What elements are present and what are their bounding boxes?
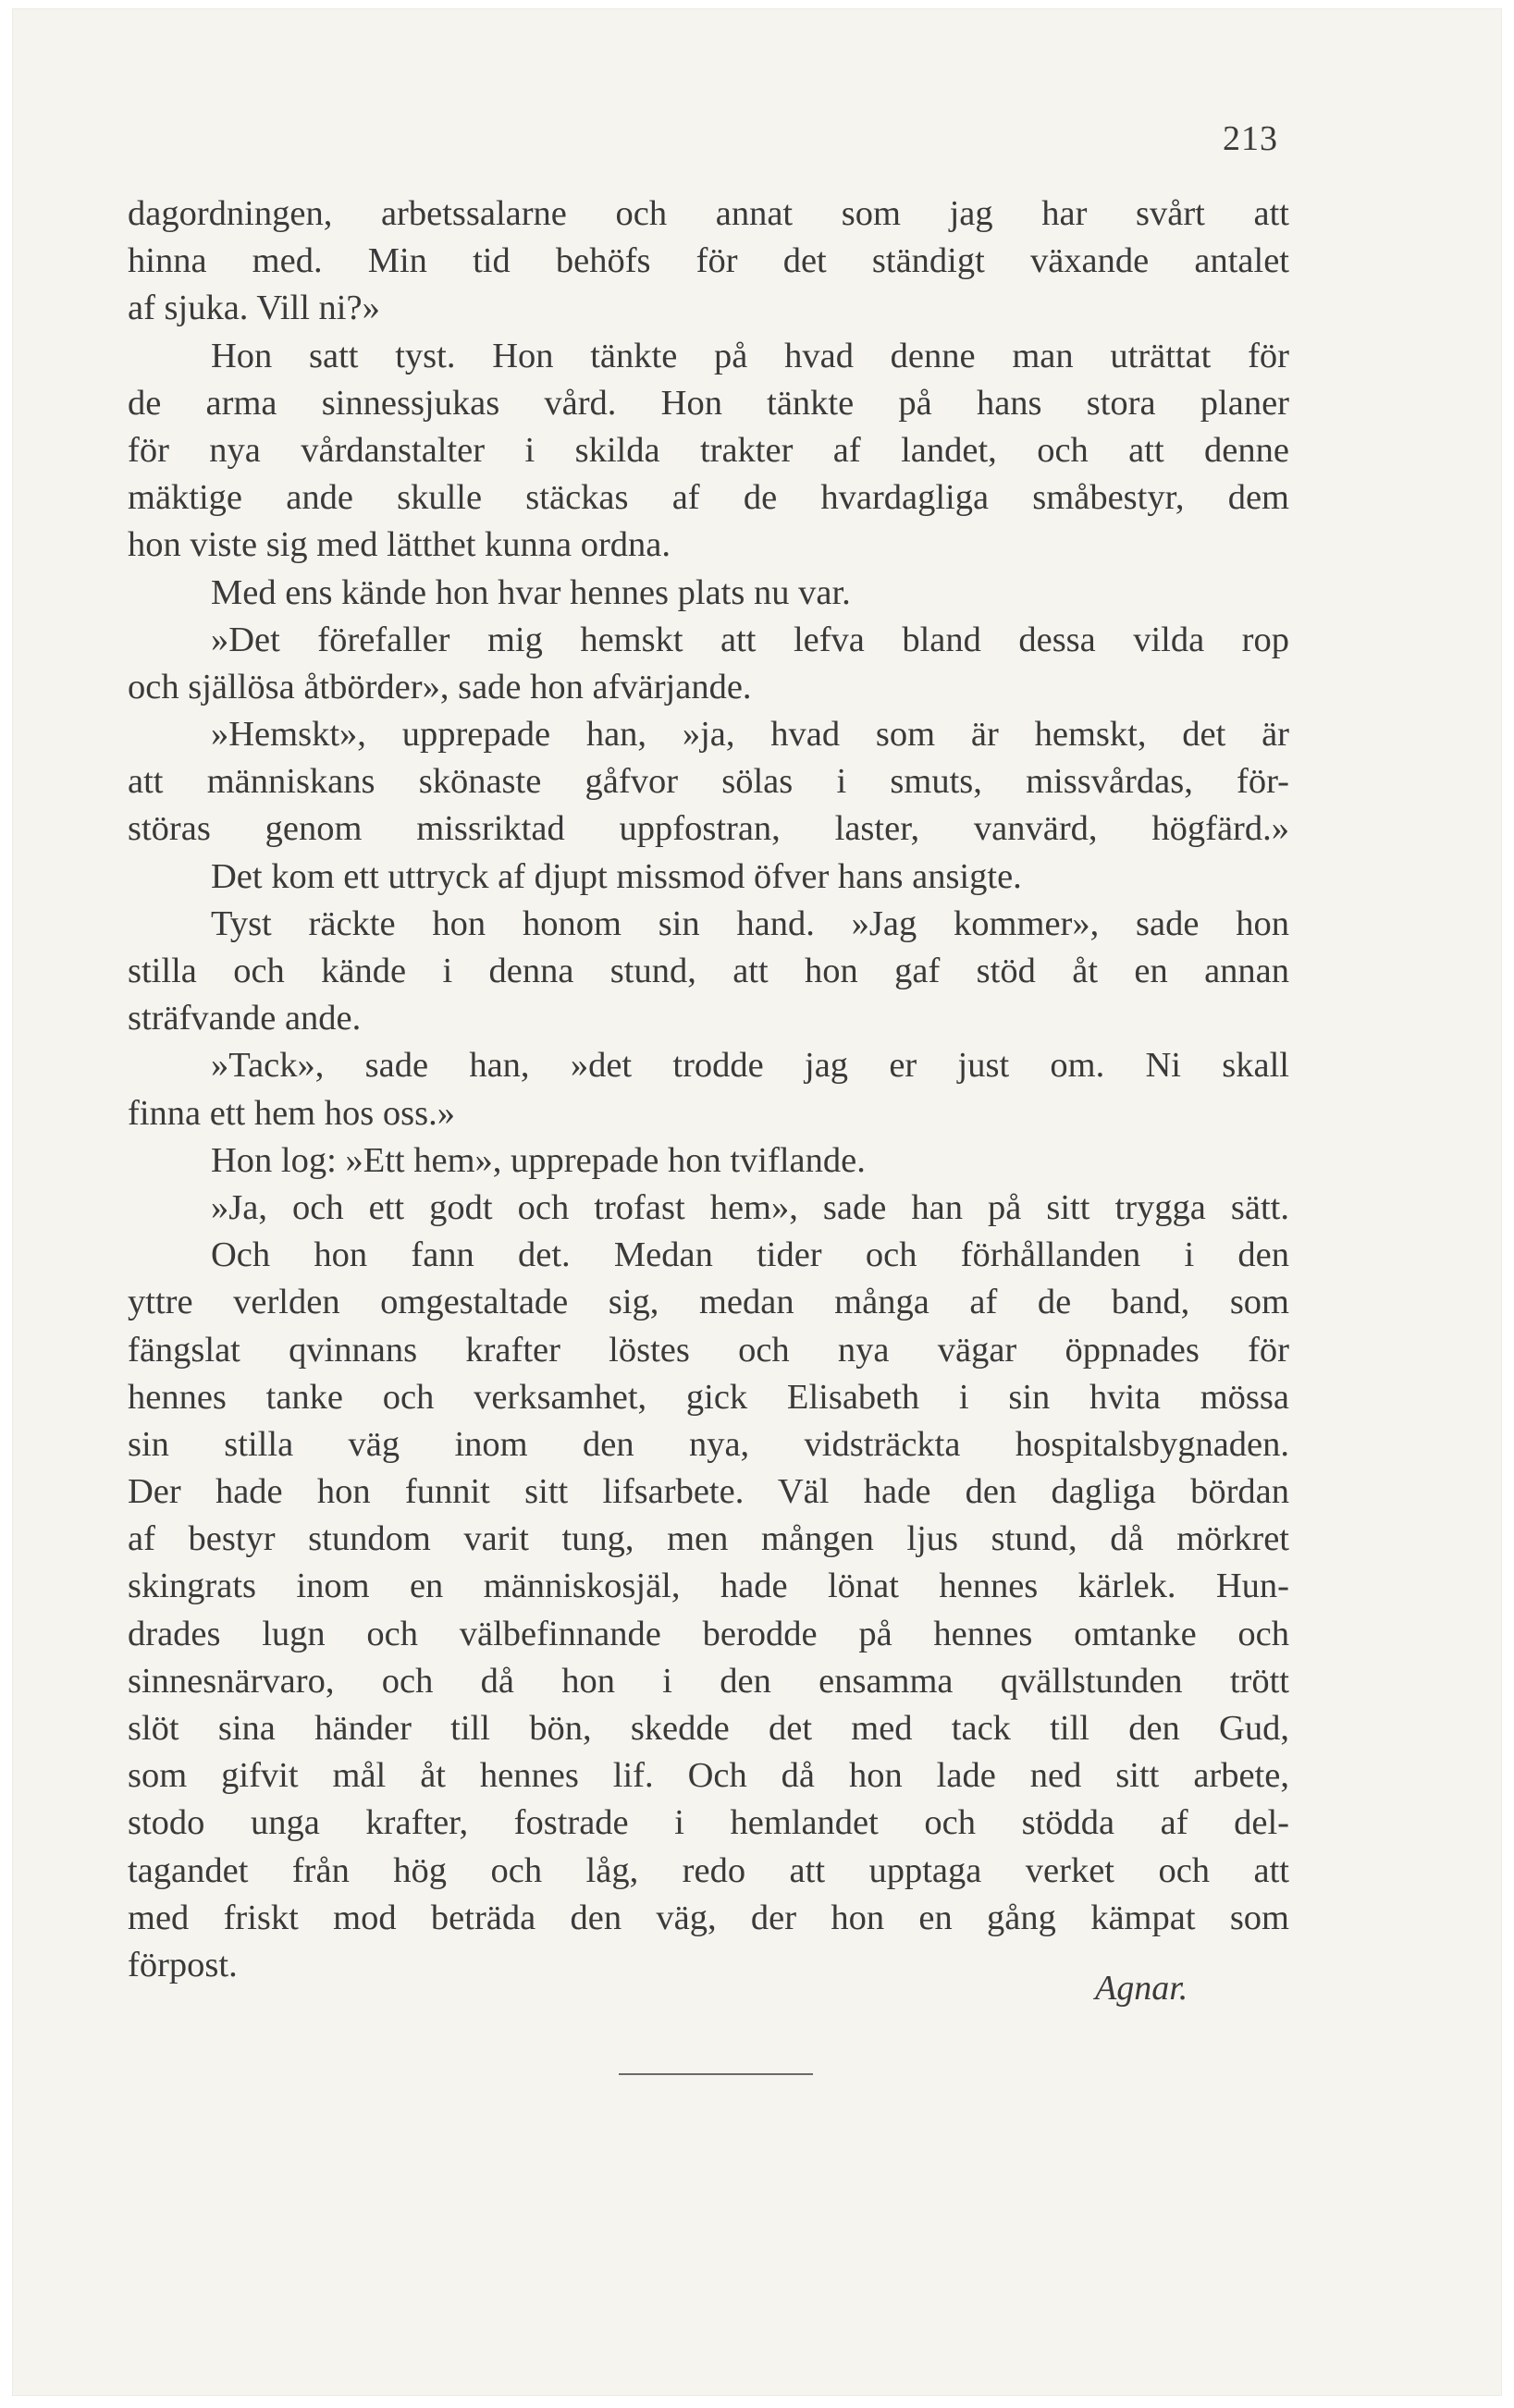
text-line: Tyst räckte hon honom sin hand. »Jag kommer», sade hon <box>211 903 1289 943</box>
text-line: skingrats inom en människosjäl, hade lönat hennes kärlek. Hun- <box>128 1566 1289 1606</box>
text-line: »Det förefaller mig hemskt att lefva bland dessa vilda rop <box>211 620 1289 659</box>
text-line: stilla och kände i denna stund, att hon gaf stöd åt en annan <box>128 952 1289 990</box>
text-line: Med ens kände hon hvar hennes plats nu var. <box>211 572 851 612</box>
text-line: slöt sina händer till bön, skedde det med tack till den Gud, <box>128 1709 1289 1748</box>
book-page <box>13 9 1501 2395</box>
text-line: störas genom missriktad uppfostran, laster, vanvärd, högfärd.» <box>128 809 1289 849</box>
text-line: mäktige ande skulle stäckas af de hvardagliga småbestyr, dem <box>128 478 1289 518</box>
text-line: »Ja, och ett godt och trofast hem», sade han på sitt trygga sätt. <box>211 1187 1289 1227</box>
text-line: finna ett hem hos oss.» <box>128 1093 455 1133</box>
page-number: 213 <box>1223 119 1278 158</box>
text-line: för nya vårdanstalter i skilda trakter af landet, och att denne <box>128 430 1289 470</box>
end-rule <box>619 2073 813 2075</box>
text-line: dagordningen, arbetssalarne och annat som jag har svårt att <box>128 194 1289 233</box>
text-line: af sjuka. Vill ni?» <box>128 289 380 328</box>
text-line: sinnesnärvaro, och då hon i den ensamma qvällstunden trött <box>128 1661 1289 1701</box>
text-line: tagandet från hög och låg, redo att upptaga verket och att <box>128 1850 1289 1890</box>
text-line: hinna med. Min tid behöfs för det ständigt växande antalet <box>128 241 1289 281</box>
text-line: och själlösa åtbörder», sade hon afvärjande. <box>128 667 752 706</box>
text-line: hennes tanke och verksamhet, gick Elisabeth i sin hvita mössa <box>128 1377 1289 1417</box>
text-line: Hon log: »Ett hem», upprepade hon tviflande. <box>211 1140 866 1180</box>
text-line: stodo unga krafter, fostrade i hemlandet och stödda af del- <box>128 1803 1289 1843</box>
text-line: »Tack», sade han, »det trodde jag er just om. Ni skall <box>211 1046 1289 1086</box>
text-line: Det kom ett uttryck af djupt missmod öfver hans ansigte. <box>211 856 1022 896</box>
text-line: hon viste sig med lätthet kunna ordna. <box>128 525 671 565</box>
text-line: med friskt mod beträda den väg, der hon en gång kämpat som <box>128 1898 1289 1937</box>
body-text <box>128 190 1289 1989</box>
text-line: »Hemskt», upprepade han, »ja, hvad som är hemskt, det är <box>211 715 1289 755</box>
text-line: Hon satt tyst. Hon tänkte på hvad denne man uträttat för <box>211 336 1289 375</box>
text-line: af bestyr stundom varit tung, men mången ljus stund, då mörkret <box>128 1519 1289 1559</box>
text-line: förpost. <box>128 1945 238 1984</box>
text-line: sträfvande ande. <box>128 999 362 1038</box>
text-line: Och hon fann det. Medan tider och förhållanden i den <box>211 1235 1289 1275</box>
text-line: Der hade hon funnit sitt lifsarbete. Väl hade den dagliga bördan <box>128 1472 1289 1512</box>
author-signature: Agnar. <box>1095 1969 1188 2008</box>
text-line: drades lugn och välbefinnande berodde på hennes omtanke och <box>128 1614 1289 1653</box>
text-line: yttre verlden omgestaltade sig, medan många af de band, som <box>128 1283 1289 1322</box>
text-line: fängslat qvinnans krafter löstes och nya vägar öppnades för <box>128 1330 1289 1370</box>
text-line: de arma sinnessjukas vård. Hon tänkte på hans stora planer <box>128 383 1289 423</box>
text-line: som gifvit mål åt hennes lif. Och då hon lade ned sitt arbete, <box>128 1756 1289 1796</box>
text-line: sin stilla väg inom den nya, vidsträckta hospitalsbygnaden. <box>128 1424 1289 1464</box>
text-line: att människans skönaste gåfvor sölas i smuts, missvårdas, för- <box>128 762 1289 802</box>
